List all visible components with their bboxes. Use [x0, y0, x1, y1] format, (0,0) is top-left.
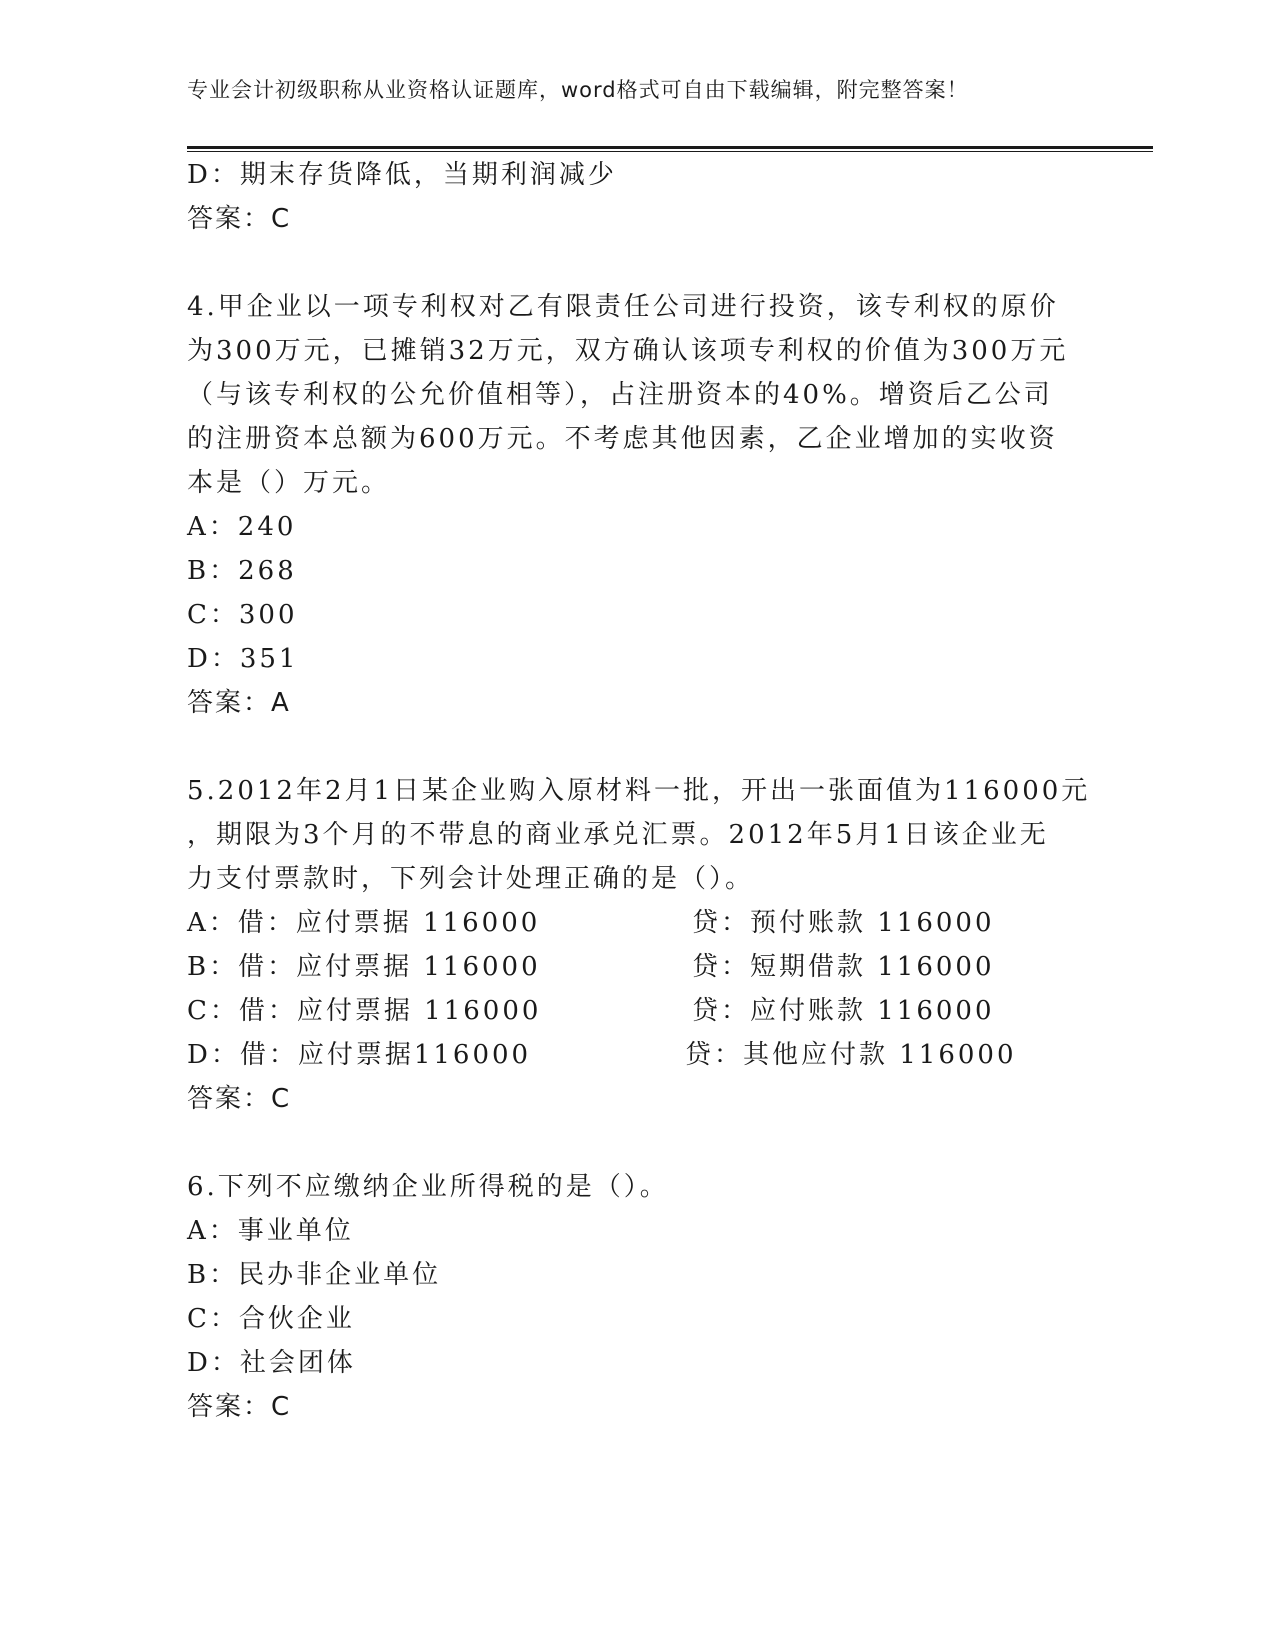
page-header: 专业会计初级职称从业资格认证题库，word格式可自由下载编辑，附完整答案！ — [187, 78, 969, 102]
q5-option-d-debit: D：借：应付票据116000 — [187, 1040, 532, 1070]
q5-stem-line: 5.2012年2月1日某企业购入原材料一批，开出一张面值为116000元 — [187, 776, 1091, 806]
q4-stem-line: 4.甲企业以一项专利权对乙有限责任公司进行投资，该专利权的原价 — [187, 292, 1059, 322]
q5-option-c-credit: 贷：应付账款 116000 — [692, 996, 995, 1026]
q6-option-a: A：事业单位 — [187, 1216, 354, 1246]
q5-option-c-debit: C：借：应付票据 116000 — [187, 996, 542, 1026]
q4-stem-line: 为300万元，已摊销32万元，双方确认该项专利权的价值为300万元 — [187, 336, 1069, 366]
q4-stem-line: 的注册资本总额为600万元。不考虑其他因素，乙企业增加的实收资 — [187, 424, 1058, 454]
header-divider-thin — [187, 151, 1153, 152]
q5-option-d-credit: 贷：其他应付款 116000 — [685, 1040, 1017, 1070]
q4-option-b: B：268 — [187, 556, 297, 586]
q3-answer: 答案：C — [187, 204, 292, 234]
q5-answer: 答案：C — [187, 1084, 292, 1114]
q6-option-b: B：民办非企业单位 — [187, 1260, 442, 1290]
q5-stem-line: ，期限为3个月的不带息的商业承兑汇票。2012年5月1日该企业无 — [187, 820, 1049, 850]
q4-stem-line: 本是（）万元。 — [187, 468, 391, 498]
q4-option-c: C：300 — [187, 600, 298, 630]
q4-answer: 答案：A — [187, 688, 291, 718]
header-divider-thick — [187, 146, 1153, 149]
q5-option-b-credit: 贷：短期借款 116000 — [692, 952, 995, 982]
q5-option-a-credit: 贷：预付账款 116000 — [692, 908, 995, 938]
q6-option-d: D：社会团体 — [187, 1348, 356, 1378]
q4-option-d: D：351 — [187, 644, 299, 674]
q6-stem: 6.下列不应缴纳企业所得税的是（）。 — [187, 1172, 669, 1202]
q6-option-c: C：合伙企业 — [187, 1304, 355, 1334]
q4-option-a: A：240 — [187, 512, 297, 542]
q3-option-d: D：期末存货降低，当期利润减少 — [187, 160, 617, 190]
q6-answer: 答案：C — [187, 1392, 292, 1422]
q5-option-a-debit: A：借：应付票据 116000 — [187, 908, 541, 938]
q5-option-b-debit: B：借：应付票据 116000 — [187, 952, 541, 982]
q4-stem-line: （与该专利权的公允价值相等），占注册资本的40%。增资后乙公司 — [187, 380, 1053, 410]
q5-stem-line: 力支付票款时，下列会计处理正确的是（）。 — [187, 864, 755, 894]
